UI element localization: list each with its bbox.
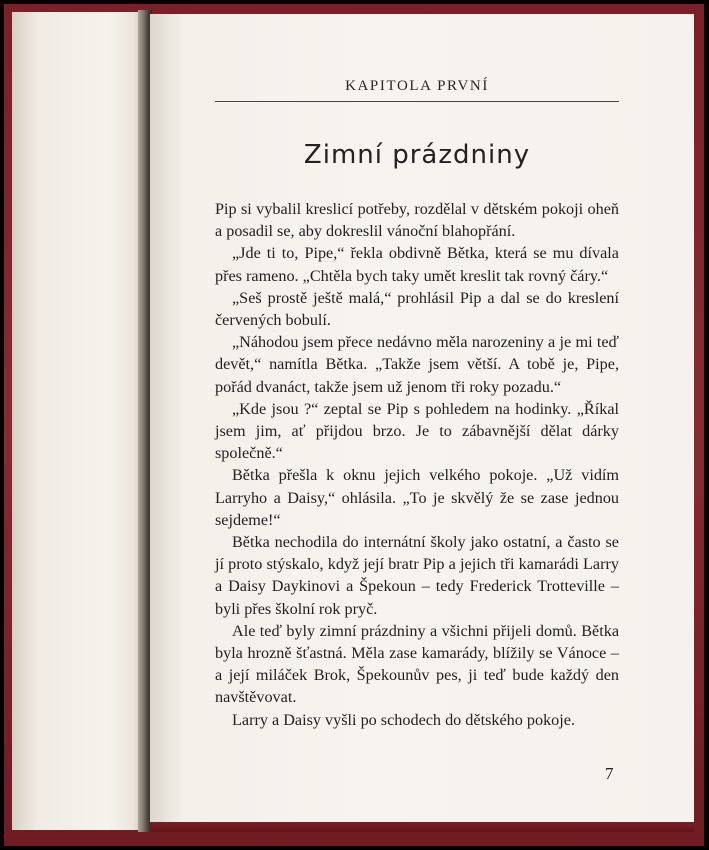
left-page-edge [12,12,150,830]
paragraph: „Náhodou jsem přece nedávno měla narozeniny a je mi teď devět,“ namítla Bětka. „Takže jsem větší. A tobě je, Pipe, pořád dvanáct, takže jsem už jenom tři roky pozadu.“ [215,333,619,396]
page-bottom-edge [150,822,694,832]
paragraph: Bětka přešla k oknu jejich velkého pokoje. „Už vidím Larryho a Daisy,“ ohlásila. „To je skvělý že se zase jednou sejdeme!“ [215,466,619,529]
paragraph: „Kde jsou ?“ zeptal se Pip s pohledem na hodinky. „Říkal jsem jim, ať přijdou brzo. Je to zábavnější dělat dárky společně.“ [215,399,619,463]
page-number: 7 [605,764,614,783]
paragraph: „Seš prostě ještě malá,“ prohlásil Pip a dal se do kreslení červených bobulí. [215,288,619,330]
paragraph: Ale teď byly zimní prázdniny a všichni přijeli domů. Bětka byla hrozně šťastná. Měla zase kamarády, blížily se Vánoce – a její miláček Brok, Špekounův pes, ji teď bude každý den navštěvovat. [215,621,619,707]
paragraph: Pip si vybalil kreslicí potřeby, rozdělal v dětském pokoji oheň a posadil se, aby dokreslil vánoční blahopřání. [215,200,619,241]
chapter-body [215,198,619,731]
heading-rule [215,101,619,102]
chapter-heading: KAPITOLA PRVNÍ [345,78,489,94]
chapter-title: Zimní prázdniny [303,140,531,170]
paragraph: Bětka nechodila do internátní školy jako ostatní, a často se jí proto stýskalo, když její bratr Pip a jejich tři kamarádi Larry a Daisy Daykinovi a Špekoun – tedy Frederick Trotteville – byli přes školní rok pryč. [215,533,619,618]
paragraph: Larry a Daisy vyšli po schodech do dětského pokoje. [232,710,576,729]
paragraph: „Jde ti to, Pipe,“ řekla obdivně Bětka, která se mu dívala přes rameno. „Chtěla bych taky umět kreslit tak rovný čáry.“ [215,244,619,285]
